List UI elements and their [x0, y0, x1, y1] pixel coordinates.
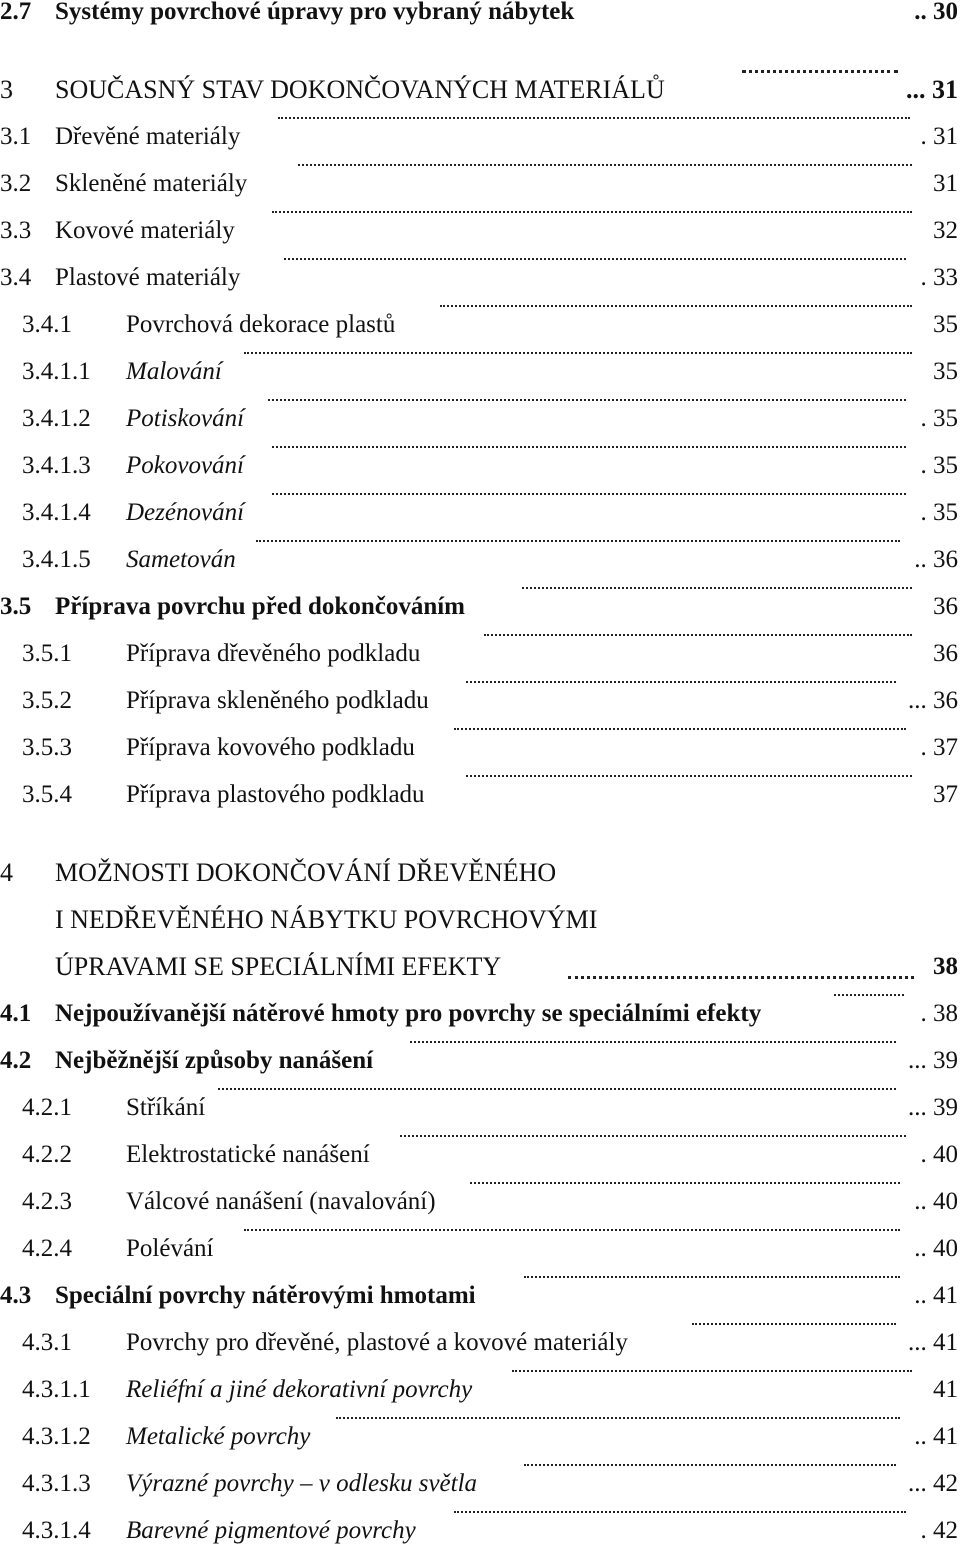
- toc-entry-page: [921, 994, 959, 1034]
- toc-entry-number: 3: [0, 75, 13, 104]
- toc-leader-dots: [470, 1182, 900, 1184]
- toc-entry-title: Dřevěné materiály: [55, 123, 241, 150]
- toc-entry[interactable]: [0, 1370, 958, 1410]
- toc-leader-tail: ...: [908, 1470, 927, 1497]
- toc-page-number: 40: [933, 1188, 958, 1215]
- toc-entry-title: Příprava plastového podkladu: [126, 781, 425, 808]
- toc-page-number: 35: [933, 499, 958, 526]
- toc-leader-tail: ...: [906, 75, 926, 104]
- toc-page-number: 38: [933, 953, 958, 980]
- toc-entry-number: 4.3.1.4: [22, 1517, 91, 1544]
- toc-entry-page: [921, 117, 959, 157]
- toc-page-number: 41: [933, 1282, 958, 1309]
- toc-leader-dots: [244, 1229, 900, 1231]
- toc-entry-title: Reliéfní a jiné dekorativní povrchy: [126, 1376, 473, 1403]
- toc-entry-title: Plastové materiály: [55, 264, 241, 291]
- toc-leader-dots: [466, 775, 912, 777]
- toc-entry-page: [908, 681, 958, 721]
- toc-entry-title: Elektrostatické nanášení: [126, 1141, 370, 1168]
- toc-entry-page: [933, 305, 958, 345]
- toc-entry-number: 3.2: [0, 170, 32, 197]
- toc-leader-dots: [284, 258, 906, 260]
- toc-entry-title: Příprava dřevěného podkladu: [126, 640, 421, 667]
- toc-entry-page: [908, 1323, 958, 1363]
- toc-entry-title: Stříkání: [126, 1094, 206, 1121]
- toc-page-number: 36: [933, 640, 958, 667]
- toc-entry-title: Kovové materiály: [55, 217, 235, 244]
- toc-leader-dots: [454, 1511, 906, 1513]
- toc-entry-number: 2.7: [0, 0, 32, 25]
- toc-entry-number: 4.3.1: [22, 1329, 72, 1356]
- toc-page-number: 37: [933, 734, 958, 761]
- toc-leader-dots: [484, 634, 912, 636]
- toc-entry-number: 4.2.3: [22, 1188, 72, 1215]
- toc-entry-number: 3.5.1: [22, 640, 72, 667]
- toc-leader-dots: [268, 399, 906, 401]
- toc-entry-title: Příprava povrchu před dokončováním: [55, 593, 465, 620]
- toc-entry-number: 3.4.1.2: [22, 405, 91, 432]
- toc-entry-number: 4.3.1.3: [22, 1470, 91, 1497]
- toc-entry-number: 3.5.3: [22, 734, 72, 761]
- toc-page-number: 40: [933, 1141, 958, 1168]
- toc-page-number: 42: [933, 1517, 958, 1544]
- toc-leader-dots: [298, 164, 912, 166]
- toc-entry-page: [933, 352, 958, 392]
- toc-page-number: 42: [933, 1470, 958, 1497]
- toc-entry-page: [921, 1511, 959, 1551]
- toc-entry-number: 3.4.1.1: [22, 358, 91, 385]
- toc-leader-tail: ...: [908, 1329, 927, 1356]
- toc-leader-tail: ...: [908, 687, 927, 714]
- toc-entry-number: 3.4.1.5: [22, 546, 91, 573]
- toc-entry-title: Sametován: [126, 546, 236, 573]
- toc-entry-number: 3.4.1.3: [22, 452, 91, 479]
- toc-page-number: 35: [933, 405, 958, 432]
- toc-leader-tail: ..: [914, 546, 927, 573]
- toc-entry-number: 3.5.2: [22, 687, 72, 714]
- toc-page-number: 38: [933, 1000, 958, 1027]
- toc-entry[interactable]: [0, 540, 958, 580]
- toc-entry[interactable]: [0, 1511, 958, 1551]
- toc-leader-dots: [272, 211, 912, 213]
- toc-entry[interactable]: [0, 1464, 958, 1504]
- toc-entry-title: Metalické povrchy: [126, 1423, 311, 1450]
- toc-page-number: 36: [933, 546, 958, 573]
- toc-entry-page: [921, 258, 959, 298]
- toc-entry-number: 3.5: [0, 593, 32, 620]
- toc-page-number: 36: [933, 687, 958, 714]
- toc-leader-dots: [568, 976, 914, 979]
- toc-entry-title: Povrchy pro dřevěné, plastové a kovové materiály: [126, 1329, 628, 1356]
- toc-entry[interactable]: [0, 1135, 958, 1175]
- toc-leader-tail: ...: [908, 1047, 927, 1074]
- toc-entry-title: Nejběžnější způsoby nanášení: [55, 1047, 374, 1074]
- toc-entry-number: 3.1: [0, 123, 32, 150]
- toc-page-number: 41: [933, 1329, 958, 1356]
- toc-leader-dots: [272, 493, 906, 495]
- toc-entry-title: Výrazné povrchy – v odlesku světla: [126, 1470, 478, 1497]
- toc-entry-number: 4: [0, 858, 13, 887]
- toc-entry-page: [914, 1276, 958, 1316]
- toc-page-number: 36: [933, 593, 958, 620]
- toc-page-number: 35: [933, 358, 958, 385]
- toc-entry-title: Válcové nanášení (navalování): [126, 1188, 436, 1215]
- toc-leader-tail: ..: [914, 1423, 927, 1450]
- toc-entry[interactable]: [0, 70, 958, 110]
- toc-page-number: 37: [933, 781, 958, 808]
- toc-leader-tail: ..: [914, 0, 927, 25]
- toc-page-number: 41: [933, 1376, 958, 1403]
- toc-entry-title: Barevné pigmentové povrchy: [126, 1517, 416, 1544]
- toc-leader-dots: [524, 1276, 900, 1278]
- toc-entry-number: 4.2.4: [22, 1235, 72, 1262]
- toc-leader-tail: .: [920, 1517, 927, 1544]
- toc-leader-tail: ..: [914, 1282, 927, 1309]
- toc-entry-page: [933, 634, 958, 674]
- toc-entry[interactable]: [0, 1417, 958, 1457]
- toc-entry-page: [933, 1370, 958, 1410]
- toc-leader-dots: [692, 1323, 896, 1325]
- toc-leader-dots: [410, 1041, 896, 1043]
- toc-entry[interactable]: [0, 994, 958, 1034]
- toc-entry-title-line: I NEDŘEVĚNÉHO NÁBYTKU POVRCHOVÝMI: [55, 905, 598, 934]
- toc-entry-title: Polévání: [126, 1235, 214, 1262]
- toc-entry-title: Povrchová dekorace plastů: [126, 311, 396, 338]
- toc-entry-number: 3.4: [0, 264, 32, 291]
- toc-leader-tail: .: [920, 264, 927, 291]
- toc-page-number: 31: [932, 75, 958, 104]
- toc-entry[interactable]: [0, 728, 958, 768]
- toc-page-number: 40: [933, 1235, 958, 1262]
- toc-leader-dots: [256, 540, 900, 542]
- toc-entry[interactable]: [0, 164, 958, 204]
- toc-entry-number: 4.3.1.1: [22, 1376, 91, 1403]
- toc-entry-title: Systémy povrchové úpravy pro vybraný nábytek: [55, 0, 575, 25]
- toc-entry-title: Nejpoužívanější nátěrové hmoty pro povrchy se speciálními efekty: [55, 1000, 762, 1027]
- toc-entry[interactable]: [0, 258, 958, 298]
- toc-entry-page: [933, 211, 958, 251]
- toc-leader-tail: .: [920, 123, 927, 150]
- toc-page-number: 32: [933, 217, 958, 244]
- toc-entry-number: 4.3: [0, 1282, 32, 1309]
- toc-entry-page: [908, 1088, 958, 1128]
- toc-leader-dots: [522, 587, 912, 589]
- toc-entry[interactable]: [0, 352, 958, 392]
- toc-entry-page: [914, 540, 958, 580]
- toc-entry-page: [921, 728, 959, 768]
- toc-entry[interactable]: [0, 587, 958, 627]
- toc-entry-title-line: ÚPRAVAMI SE SPECIÁLNÍMI EFEKTY: [55, 952, 502, 981]
- toc-entry[interactable]: [0, 1182, 958, 1222]
- toc-leader-dots: [244, 352, 912, 354]
- toc-page-number: 31: [933, 170, 958, 197]
- toc-entry[interactable]: [0, 634, 958, 674]
- toc-entry-title-line: MOŽNOSTI DOKONČOVÁNÍ DŘEVĚNÉHO: [55, 858, 557, 887]
- toc-page-number: 31: [933, 123, 958, 150]
- toc-entry-page: [921, 399, 959, 439]
- toc-entry[interactable]: [0, 211, 958, 251]
- toc-page-number: 35: [933, 452, 958, 479]
- toc-entry[interactable]: [0, 1041, 958, 1081]
- toc-leader-dots: [272, 446, 906, 448]
- toc-leader-dots: [440, 305, 912, 307]
- toc-entry-title: Pokovování: [126, 452, 245, 479]
- toc-leader-tail: .: [920, 405, 927, 432]
- toc-page-number: 39: [933, 1094, 958, 1121]
- toc-entry-number: 4.1: [0, 1000, 32, 1027]
- toc-entry[interactable]: [0, 1229, 958, 1269]
- toc-entry-page: [914, 0, 958, 32]
- toc-entry-page: [921, 446, 959, 486]
- toc-entry[interactable]: [0, 681, 958, 721]
- toc-entry-page: [906, 70, 958, 110]
- toc-entry-title: Příprava kovového podkladu: [126, 734, 415, 761]
- toc-page-number: 30: [933, 0, 958, 25]
- toc-entry-page: [908, 1041, 958, 1081]
- toc-entry-page: [914, 1182, 958, 1222]
- toc-page-number: 39: [933, 1047, 958, 1074]
- toc-leader-tail: .: [920, 734, 927, 761]
- toc-entry[interactable]: [0, 446, 958, 486]
- toc-entry-page: [933, 775, 958, 815]
- toc-entry-number: 4.2.2: [22, 1141, 72, 1168]
- toc-entry[interactable]: [0, 1323, 958, 1363]
- toc-entry-title: Malování: [126, 358, 222, 385]
- toc-entry-title: Speciální povrchy nátěrovými hmotami: [55, 1282, 476, 1309]
- toc-entry-page: [921, 493, 959, 533]
- toc-entry[interactable]: [0, 775, 958, 815]
- toc-leader-dots: [218, 1088, 896, 1090]
- toc-entry-number: 3.5.4: [22, 781, 72, 808]
- toc-entry-page: [933, 164, 958, 204]
- toc-entry-number: 3.4.1.4: [22, 499, 91, 526]
- toc-leader-dots: [742, 70, 898, 73]
- toc-page-number: 35: [933, 311, 958, 338]
- toc-leader-dots: [466, 681, 896, 683]
- toc-leader-dots: [524, 1464, 896, 1466]
- toc-entry-page: [914, 1229, 958, 1269]
- toc-leader-dots: [278, 117, 910, 119]
- toc-entry-title: Příprava skleněného podkladu: [126, 687, 429, 714]
- toc-entry[interactable]: [0, 1088, 958, 1128]
- toc-entry-page: [933, 587, 958, 627]
- toc-leader-tail: ..: [914, 1188, 927, 1215]
- toc-entry-page: [921, 1135, 959, 1175]
- toc-entry[interactable]: [0, 1276, 958, 1316]
- toc-page-number: 41: [933, 1423, 958, 1450]
- toc-entry[interactable]: [0, 493, 958, 533]
- toc-entry-number: 4.2.1: [22, 1094, 72, 1121]
- toc-entry-number: 4.2: [0, 1047, 32, 1074]
- toc-entry-number: 3.4.1: [22, 311, 72, 338]
- toc-leader-tail: .: [920, 499, 927, 526]
- toc-entry-title: SOUČASNÝ STAV DOKONČOVANÝCH MATERIÁLŮ: [55, 75, 665, 104]
- toc-entry[interactable]: [0, 305, 958, 345]
- toc-page-number: 33: [933, 264, 958, 291]
- toc-entry-title: Dezénování: [126, 499, 245, 526]
- toc-entry[interactable]: [0, 117, 958, 157]
- toc-entry[interactable]: [0, 0, 958, 32]
- toc-entry-page: [914, 1417, 958, 1457]
- toc-leader-tail: .: [920, 452, 927, 479]
- toc-entry[interactable]: [0, 399, 958, 439]
- toc-leader-dots: [400, 1135, 906, 1137]
- toc-entry-number: 4.3.1.2: [22, 1423, 91, 1450]
- toc-entry-title: Skleněné materiály: [55, 170, 248, 197]
- toc-leader-tail: ..: [914, 1235, 927, 1262]
- toc-leader-dots: [512, 1370, 912, 1372]
- toc-entry-page: [908, 1464, 958, 1504]
- toc-entry-number: 3.3: [0, 217, 32, 244]
- toc-leader-dots: [834, 994, 904, 996]
- toc-leader-dots: [454, 728, 906, 730]
- toc-leader-tail: ...: [908, 1094, 927, 1121]
- toc-leader-tail: .: [920, 1141, 927, 1168]
- toc-entry-title: Potiskování: [126, 405, 245, 432]
- toc-leader-tail: .: [920, 1000, 927, 1027]
- toc-leader-dots: [336, 1417, 900, 1419]
